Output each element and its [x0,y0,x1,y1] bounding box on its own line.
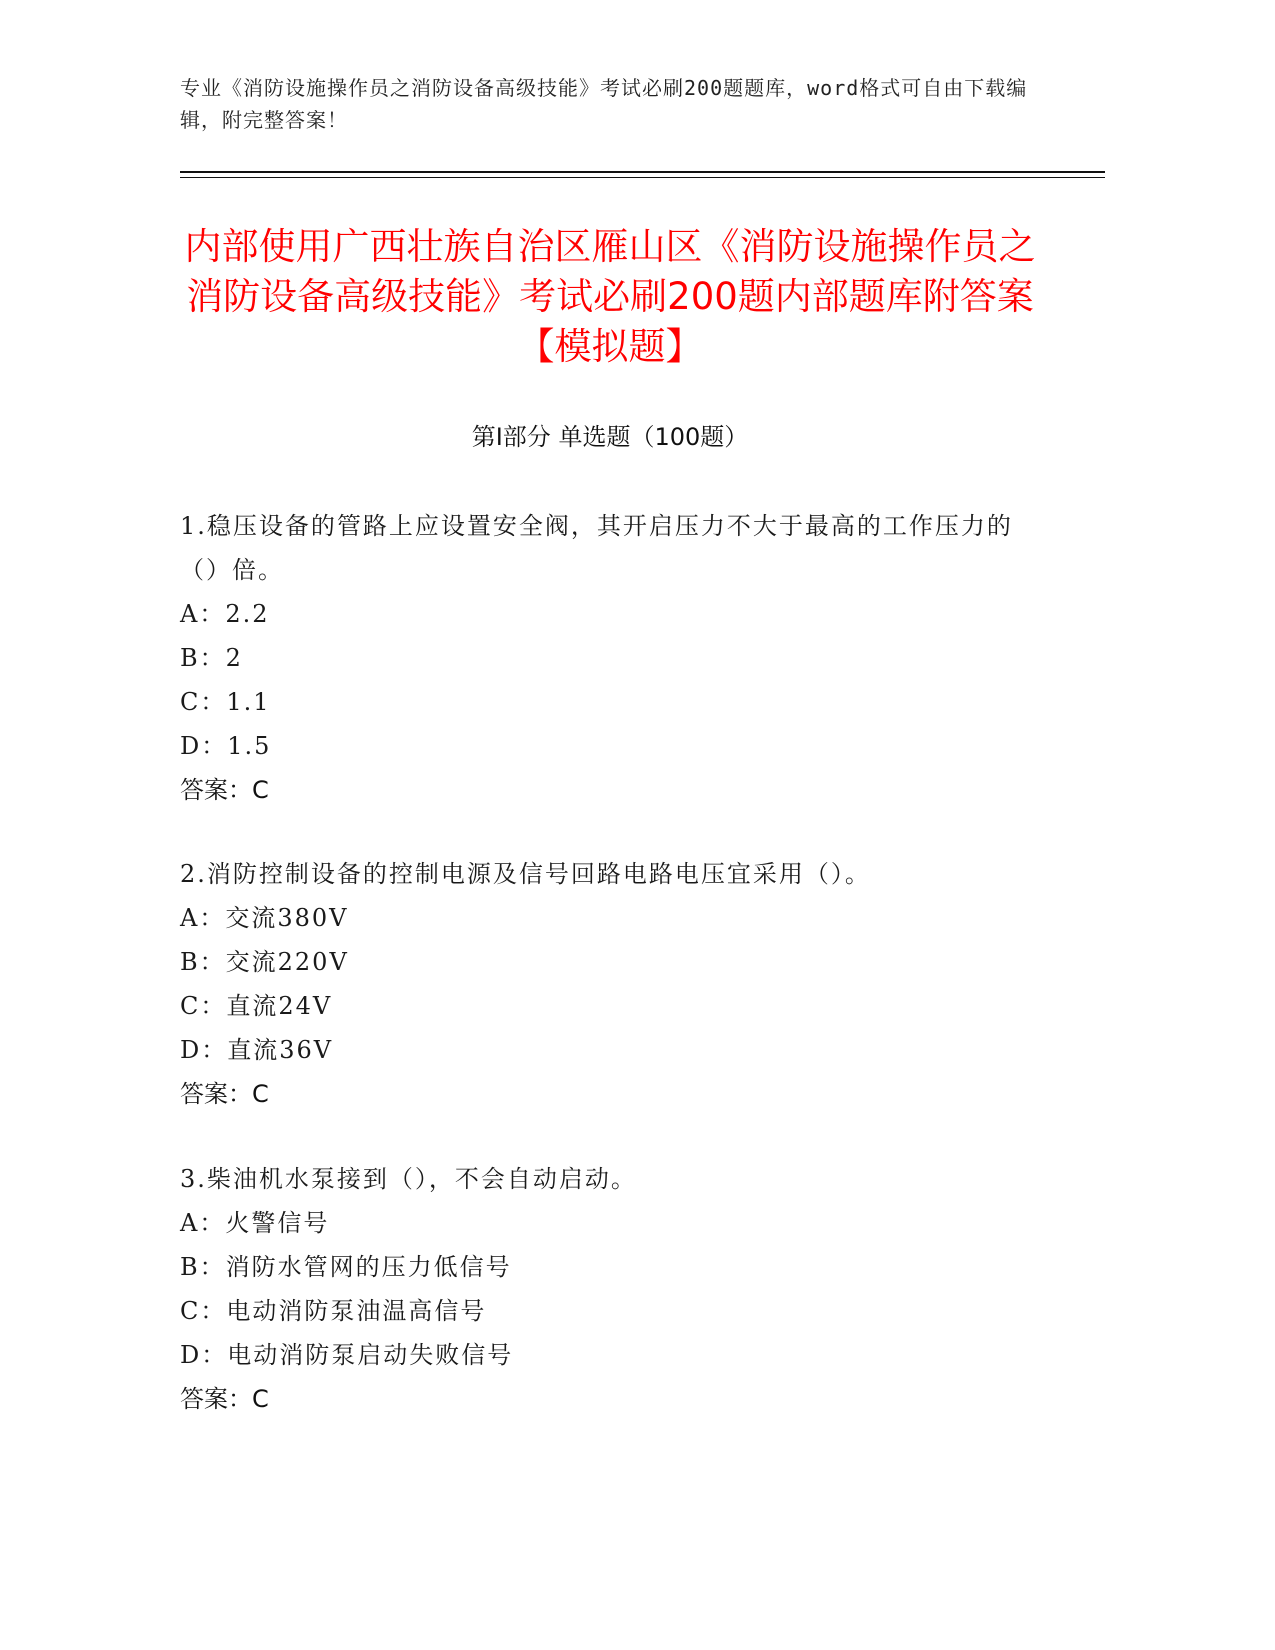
header-divider-thin [180,177,1105,178]
answer: 答案：C [180,1385,269,1413]
question-3 [180,1157,1040,1421]
option-c: C：直流24V [180,992,333,1020]
answer: 答案：C [180,776,269,804]
option-a: A：火警信号 [180,1209,330,1237]
question-stem: 1.稳压设备的管路上应设置安全阀，其开启压力不大于最高的工作压力的（）倍。 [180,512,1013,584]
header-divider-thick [180,171,1105,173]
option-c: C：1.1 [180,688,271,716]
option-d: D：电动消防泵启动失败信号 [180,1341,514,1369]
header-note: 专业《消防设施操作员之消防设备高级技能》考试必刷200题题库，word格式可自由下载编辑，附完整答案！ [180,76,1028,132]
option-d: D：1.5 [180,732,272,760]
option-d: D：直流36V [180,1036,334,1064]
question-2 [180,852,1040,1116]
option-a: A：交流380V [180,904,349,932]
question-1 [180,504,1040,812]
option-b: B：消防水管网的压力低信号 [180,1253,512,1281]
option-c: C：电动消防泵油温高信号 [180,1297,487,1325]
option-a: A：2.2 [180,600,270,628]
document-title: 内部使用广西壮族自治区雁山区《消防设施操作员之消防设备高级技能》考试必刷200题内部题库附答案【模拟题】 [184,225,1036,368]
option-b: B：交流220V [180,948,349,976]
section-heading: 第I部分 单选题（100题） [471,423,749,451]
question-stem: 2.消防控制设备的控制电源及信号回路电路电压宜采用（）。 [180,860,871,888]
option-b: B：2 [180,644,243,672]
question-stem: 3.柴油机水泵接到（），不会自动启动。 [180,1165,637,1193]
answer: 答案：C [180,1080,269,1108]
